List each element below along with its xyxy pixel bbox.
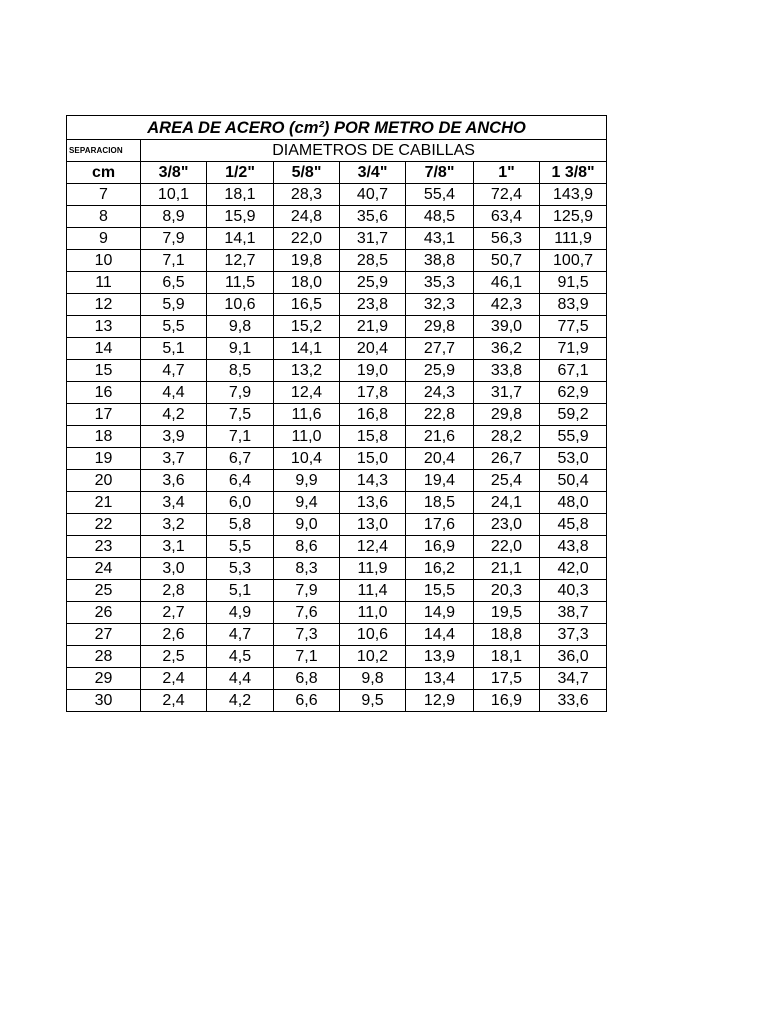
area-cell: 11,6 bbox=[274, 404, 340, 426]
area-cell: 2,5 bbox=[141, 646, 207, 668]
area-cell: 9,0 bbox=[274, 514, 340, 536]
area-cell: 11,9 bbox=[340, 558, 406, 580]
area-cell: 7,6 bbox=[274, 602, 340, 624]
area-cell: 2,4 bbox=[141, 668, 207, 690]
area-cell: 6,5 bbox=[141, 272, 207, 294]
area-cell: 45,8 bbox=[540, 514, 607, 536]
spacing-cell: 27 bbox=[67, 624, 141, 646]
area-cell: 16,5 bbox=[274, 294, 340, 316]
table-row bbox=[67, 558, 607, 580]
area-cell: 20,4 bbox=[340, 338, 406, 360]
area-cell: 18,1 bbox=[474, 646, 540, 668]
area-cell: 62,9 bbox=[540, 382, 607, 404]
area-cell: 19,4 bbox=[406, 470, 474, 492]
area-cell: 4,9 bbox=[207, 602, 274, 624]
area-cell: 23,8 bbox=[340, 294, 406, 316]
area-cell: 5,5 bbox=[207, 536, 274, 558]
table-row bbox=[67, 338, 607, 360]
area-cell: 20,3 bbox=[474, 580, 540, 602]
area-cell: 3,1 bbox=[141, 536, 207, 558]
table-row bbox=[67, 470, 607, 492]
area-cell: 34,7 bbox=[540, 668, 607, 690]
area-cell: 20,4 bbox=[406, 448, 474, 470]
spacing-cell: 23 bbox=[67, 536, 141, 558]
area-cell: 25,4 bbox=[474, 470, 540, 492]
area-cell: 6,0 bbox=[207, 492, 274, 514]
area-cell: 56,3 bbox=[474, 228, 540, 250]
area-cell: 28,3 bbox=[274, 184, 340, 206]
area-cell: 16,9 bbox=[474, 690, 540, 712]
area-cell: 50,7 bbox=[474, 250, 540, 272]
area-cell: 16,2 bbox=[406, 558, 474, 580]
area-cell: 6,8 bbox=[274, 668, 340, 690]
table-title: AREA DE ACERO (cm²) POR METRO DE ANCHO bbox=[67, 116, 607, 140]
area-cell: 4,5 bbox=[207, 646, 274, 668]
diameter-header: 1" bbox=[474, 162, 540, 184]
table-row bbox=[67, 602, 607, 624]
area-cell: 10,6 bbox=[340, 624, 406, 646]
area-cell: 13,6 bbox=[340, 492, 406, 514]
area-cell: 32,3 bbox=[406, 294, 474, 316]
area-cell: 11,5 bbox=[207, 272, 274, 294]
area-cell: 43,1 bbox=[406, 228, 474, 250]
table-row bbox=[67, 690, 607, 712]
table-row bbox=[67, 228, 607, 250]
area-cell: 13,2 bbox=[274, 360, 340, 382]
area-cell: 39,0 bbox=[474, 316, 540, 338]
table-row bbox=[67, 426, 607, 448]
area-cell: 7,9 bbox=[141, 228, 207, 250]
area-cell: 4,2 bbox=[141, 404, 207, 426]
table-row bbox=[67, 492, 607, 514]
area-cell: 13,0 bbox=[340, 514, 406, 536]
area-cell: 12,4 bbox=[274, 382, 340, 404]
area-cell: 46,1 bbox=[474, 272, 540, 294]
table-row bbox=[67, 646, 607, 668]
spacing-cell: 21 bbox=[67, 492, 141, 514]
table-row bbox=[67, 360, 607, 382]
area-cell: 48,5 bbox=[406, 206, 474, 228]
spacing-cell: 29 bbox=[67, 668, 141, 690]
spacing-cell: 19 bbox=[67, 448, 141, 470]
area-cell: 12,9 bbox=[406, 690, 474, 712]
area-cell: 7,1 bbox=[274, 646, 340, 668]
area-cell: 91,5 bbox=[540, 272, 607, 294]
area-cell: 17,5 bbox=[474, 668, 540, 690]
area-cell: 11,0 bbox=[274, 426, 340, 448]
area-cell: 15,5 bbox=[406, 580, 474, 602]
area-cell: 35,6 bbox=[340, 206, 406, 228]
area-cell: 4,4 bbox=[141, 382, 207, 404]
area-cell: 3,7 bbox=[141, 448, 207, 470]
area-cell: 3,2 bbox=[141, 514, 207, 536]
area-cell: 11,0 bbox=[340, 602, 406, 624]
area-cell: 7,1 bbox=[207, 426, 274, 448]
area-cell: 10,4 bbox=[274, 448, 340, 470]
area-cell: 27,7 bbox=[406, 338, 474, 360]
table-row bbox=[67, 448, 607, 470]
area-cell: 14,9 bbox=[406, 602, 474, 624]
area-cell: 11,4 bbox=[340, 580, 406, 602]
area-cell: 6,4 bbox=[207, 470, 274, 492]
spacing-cell: 26 bbox=[67, 602, 141, 624]
area-cell: 23,0 bbox=[474, 514, 540, 536]
area-cell: 8,9 bbox=[141, 206, 207, 228]
table-row bbox=[67, 184, 607, 206]
area-cell: 2,8 bbox=[141, 580, 207, 602]
area-cell: 15,0 bbox=[340, 448, 406, 470]
area-cell: 21,6 bbox=[406, 426, 474, 448]
area-cell: 43,8 bbox=[540, 536, 607, 558]
area-cell: 9,4 bbox=[274, 492, 340, 514]
area-cell: 4,2 bbox=[207, 690, 274, 712]
diametros-label: DIAMETROS DE CABILLAS bbox=[141, 140, 607, 162]
area-cell: 24,8 bbox=[274, 206, 340, 228]
area-cell: 29,8 bbox=[406, 316, 474, 338]
area-cell: 21,1 bbox=[474, 558, 540, 580]
spacing-cell: 15 bbox=[67, 360, 141, 382]
area-cell: 9,5 bbox=[340, 690, 406, 712]
area-cell: 6,6 bbox=[274, 690, 340, 712]
area-cell: 35,3 bbox=[406, 272, 474, 294]
diameter-header: 5/8" bbox=[274, 162, 340, 184]
area-cell: 18,8 bbox=[474, 624, 540, 646]
spacing-cell: 10 bbox=[67, 250, 141, 272]
area-cell: 55,4 bbox=[406, 184, 474, 206]
area-cell: 5,3 bbox=[207, 558, 274, 580]
area-cell: 42,0 bbox=[540, 558, 607, 580]
table-row bbox=[67, 272, 607, 294]
spacing-cell: 17 bbox=[67, 404, 141, 426]
area-cell: 7,9 bbox=[274, 580, 340, 602]
area-cell: 7,5 bbox=[207, 404, 274, 426]
area-cell: 24,3 bbox=[406, 382, 474, 404]
area-cell: 67,1 bbox=[540, 360, 607, 382]
area-cell: 15,8 bbox=[340, 426, 406, 448]
area-cell: 13,4 bbox=[406, 668, 474, 690]
steel-area-table bbox=[66, 115, 607, 712]
area-cell: 37,3 bbox=[540, 624, 607, 646]
area-cell: 9,8 bbox=[340, 668, 406, 690]
area-cell: 5,9 bbox=[141, 294, 207, 316]
area-cell: 18,5 bbox=[406, 492, 474, 514]
area-cell: 10,2 bbox=[340, 646, 406, 668]
area-cell: 2,4 bbox=[141, 690, 207, 712]
area-cell: 4,7 bbox=[141, 360, 207, 382]
area-cell: 3,6 bbox=[141, 470, 207, 492]
area-cell: 83,9 bbox=[540, 294, 607, 316]
spacing-cell: 16 bbox=[67, 382, 141, 404]
area-cell: 59,2 bbox=[540, 404, 607, 426]
area-cell: 17,6 bbox=[406, 514, 474, 536]
area-cell: 28,2 bbox=[474, 426, 540, 448]
area-cell: 36,2 bbox=[474, 338, 540, 360]
table-row bbox=[67, 294, 607, 316]
area-cell: 33,6 bbox=[540, 690, 607, 712]
area-cell: 19,5 bbox=[474, 602, 540, 624]
area-cell: 16,9 bbox=[406, 536, 474, 558]
separacion-label: SEPARACION bbox=[67, 140, 141, 162]
spacing-cell: 24 bbox=[67, 558, 141, 580]
area-cell: 48,0 bbox=[540, 492, 607, 514]
spacing-cell: 7 bbox=[67, 184, 141, 206]
area-cell: 33,8 bbox=[474, 360, 540, 382]
spacing-cell: 30 bbox=[67, 690, 141, 712]
spacing-cell: 13 bbox=[67, 316, 141, 338]
spacing-cell: 28 bbox=[67, 646, 141, 668]
diameter-header: 1 3/8" bbox=[540, 162, 607, 184]
area-cell: 38,8 bbox=[406, 250, 474, 272]
area-cell: 71,9 bbox=[540, 338, 607, 360]
area-cell: 19,0 bbox=[340, 360, 406, 382]
area-cell: 15,2 bbox=[274, 316, 340, 338]
area-cell: 125,9 bbox=[540, 206, 607, 228]
area-cell: 14,1 bbox=[274, 338, 340, 360]
area-cell: 42,3 bbox=[474, 294, 540, 316]
area-cell: 25,9 bbox=[340, 272, 406, 294]
area-cell: 5,1 bbox=[141, 338, 207, 360]
area-cell: 2,7 bbox=[141, 602, 207, 624]
area-cell: 3,9 bbox=[141, 426, 207, 448]
area-cell: 17,8 bbox=[340, 382, 406, 404]
area-cell: 8,6 bbox=[274, 536, 340, 558]
table-row bbox=[67, 316, 607, 338]
area-cell: 16,8 bbox=[340, 404, 406, 426]
area-cell: 26,7 bbox=[474, 448, 540, 470]
area-cell: 55,9 bbox=[540, 426, 607, 448]
area-cell: 77,5 bbox=[540, 316, 607, 338]
area-cell: 10,1 bbox=[141, 184, 207, 206]
area-cell: 18,1 bbox=[207, 184, 274, 206]
table-row bbox=[67, 206, 607, 228]
area-cell: 8,3 bbox=[274, 558, 340, 580]
area-cell: 9,9 bbox=[274, 470, 340, 492]
area-cell: 12,4 bbox=[340, 536, 406, 558]
area-cell: 29,8 bbox=[474, 404, 540, 426]
spacing-cell: 8 bbox=[67, 206, 141, 228]
area-cell: 7,9 bbox=[207, 382, 274, 404]
diameter-header: 3/4" bbox=[340, 162, 406, 184]
table-row bbox=[67, 404, 607, 426]
area-cell: 36,0 bbox=[540, 646, 607, 668]
area-cell: 40,7 bbox=[340, 184, 406, 206]
cm-label: cm bbox=[67, 162, 141, 184]
area-cell: 22,8 bbox=[406, 404, 474, 426]
table-row bbox=[67, 250, 607, 272]
area-cell: 63,4 bbox=[474, 206, 540, 228]
area-cell: 14,4 bbox=[406, 624, 474, 646]
area-cell: 14,1 bbox=[207, 228, 274, 250]
area-cell: 50,4 bbox=[540, 470, 607, 492]
area-cell: 100,7 bbox=[540, 250, 607, 272]
area-cell: 18,0 bbox=[274, 272, 340, 294]
diameter-header: 1/2" bbox=[207, 162, 274, 184]
table-row bbox=[67, 624, 607, 646]
diameter-header: 3/8" bbox=[141, 162, 207, 184]
area-cell: 5,5 bbox=[141, 316, 207, 338]
area-cell: 13,9 bbox=[406, 646, 474, 668]
spacing-cell: 18 bbox=[67, 426, 141, 448]
area-cell: 9,1 bbox=[207, 338, 274, 360]
area-cell: 24,1 bbox=[474, 492, 540, 514]
area-cell: 6,7 bbox=[207, 448, 274, 470]
table-row bbox=[67, 382, 607, 404]
table-row bbox=[67, 668, 607, 690]
diameter-header: 7/8" bbox=[406, 162, 474, 184]
area-cell: 2,6 bbox=[141, 624, 207, 646]
spacing-cell: 25 bbox=[67, 580, 141, 602]
area-cell: 28,5 bbox=[340, 250, 406, 272]
area-cell: 3,0 bbox=[141, 558, 207, 580]
table-row bbox=[67, 536, 607, 558]
area-cell: 10,6 bbox=[207, 294, 274, 316]
area-cell: 3,4 bbox=[141, 492, 207, 514]
area-cell: 14,3 bbox=[340, 470, 406, 492]
area-cell: 12,7 bbox=[207, 250, 274, 272]
area-cell: 22,0 bbox=[474, 536, 540, 558]
area-cell: 7,3 bbox=[274, 624, 340, 646]
area-cell: 111,9 bbox=[540, 228, 607, 250]
area-cell: 21,9 bbox=[340, 316, 406, 338]
spacing-cell: 14 bbox=[67, 338, 141, 360]
spacing-cell: 11 bbox=[67, 272, 141, 294]
area-cell: 9,8 bbox=[207, 316, 274, 338]
area-cell: 22,0 bbox=[274, 228, 340, 250]
area-cell: 72,4 bbox=[474, 184, 540, 206]
table-row bbox=[67, 580, 607, 602]
area-cell: 19,8 bbox=[274, 250, 340, 272]
area-cell: 31,7 bbox=[340, 228, 406, 250]
spacing-cell: 9 bbox=[67, 228, 141, 250]
area-cell: 40,3 bbox=[540, 580, 607, 602]
area-cell: 25,9 bbox=[406, 360, 474, 382]
area-cell: 15,9 bbox=[207, 206, 274, 228]
spacing-cell: 20 bbox=[67, 470, 141, 492]
spacing-cell: 12 bbox=[67, 294, 141, 316]
area-cell: 4,4 bbox=[207, 668, 274, 690]
spacing-cell: 22 bbox=[67, 514, 141, 536]
table-row bbox=[67, 514, 607, 536]
area-cell: 5,1 bbox=[207, 580, 274, 602]
area-cell: 5,8 bbox=[207, 514, 274, 536]
area-cell: 38,7 bbox=[540, 602, 607, 624]
area-cell: 31,7 bbox=[474, 382, 540, 404]
area-cell: 143,9 bbox=[540, 184, 607, 206]
area-cell: 7,1 bbox=[141, 250, 207, 272]
area-cell: 8,5 bbox=[207, 360, 274, 382]
area-cell: 4,7 bbox=[207, 624, 274, 646]
area-cell: 53,0 bbox=[540, 448, 607, 470]
